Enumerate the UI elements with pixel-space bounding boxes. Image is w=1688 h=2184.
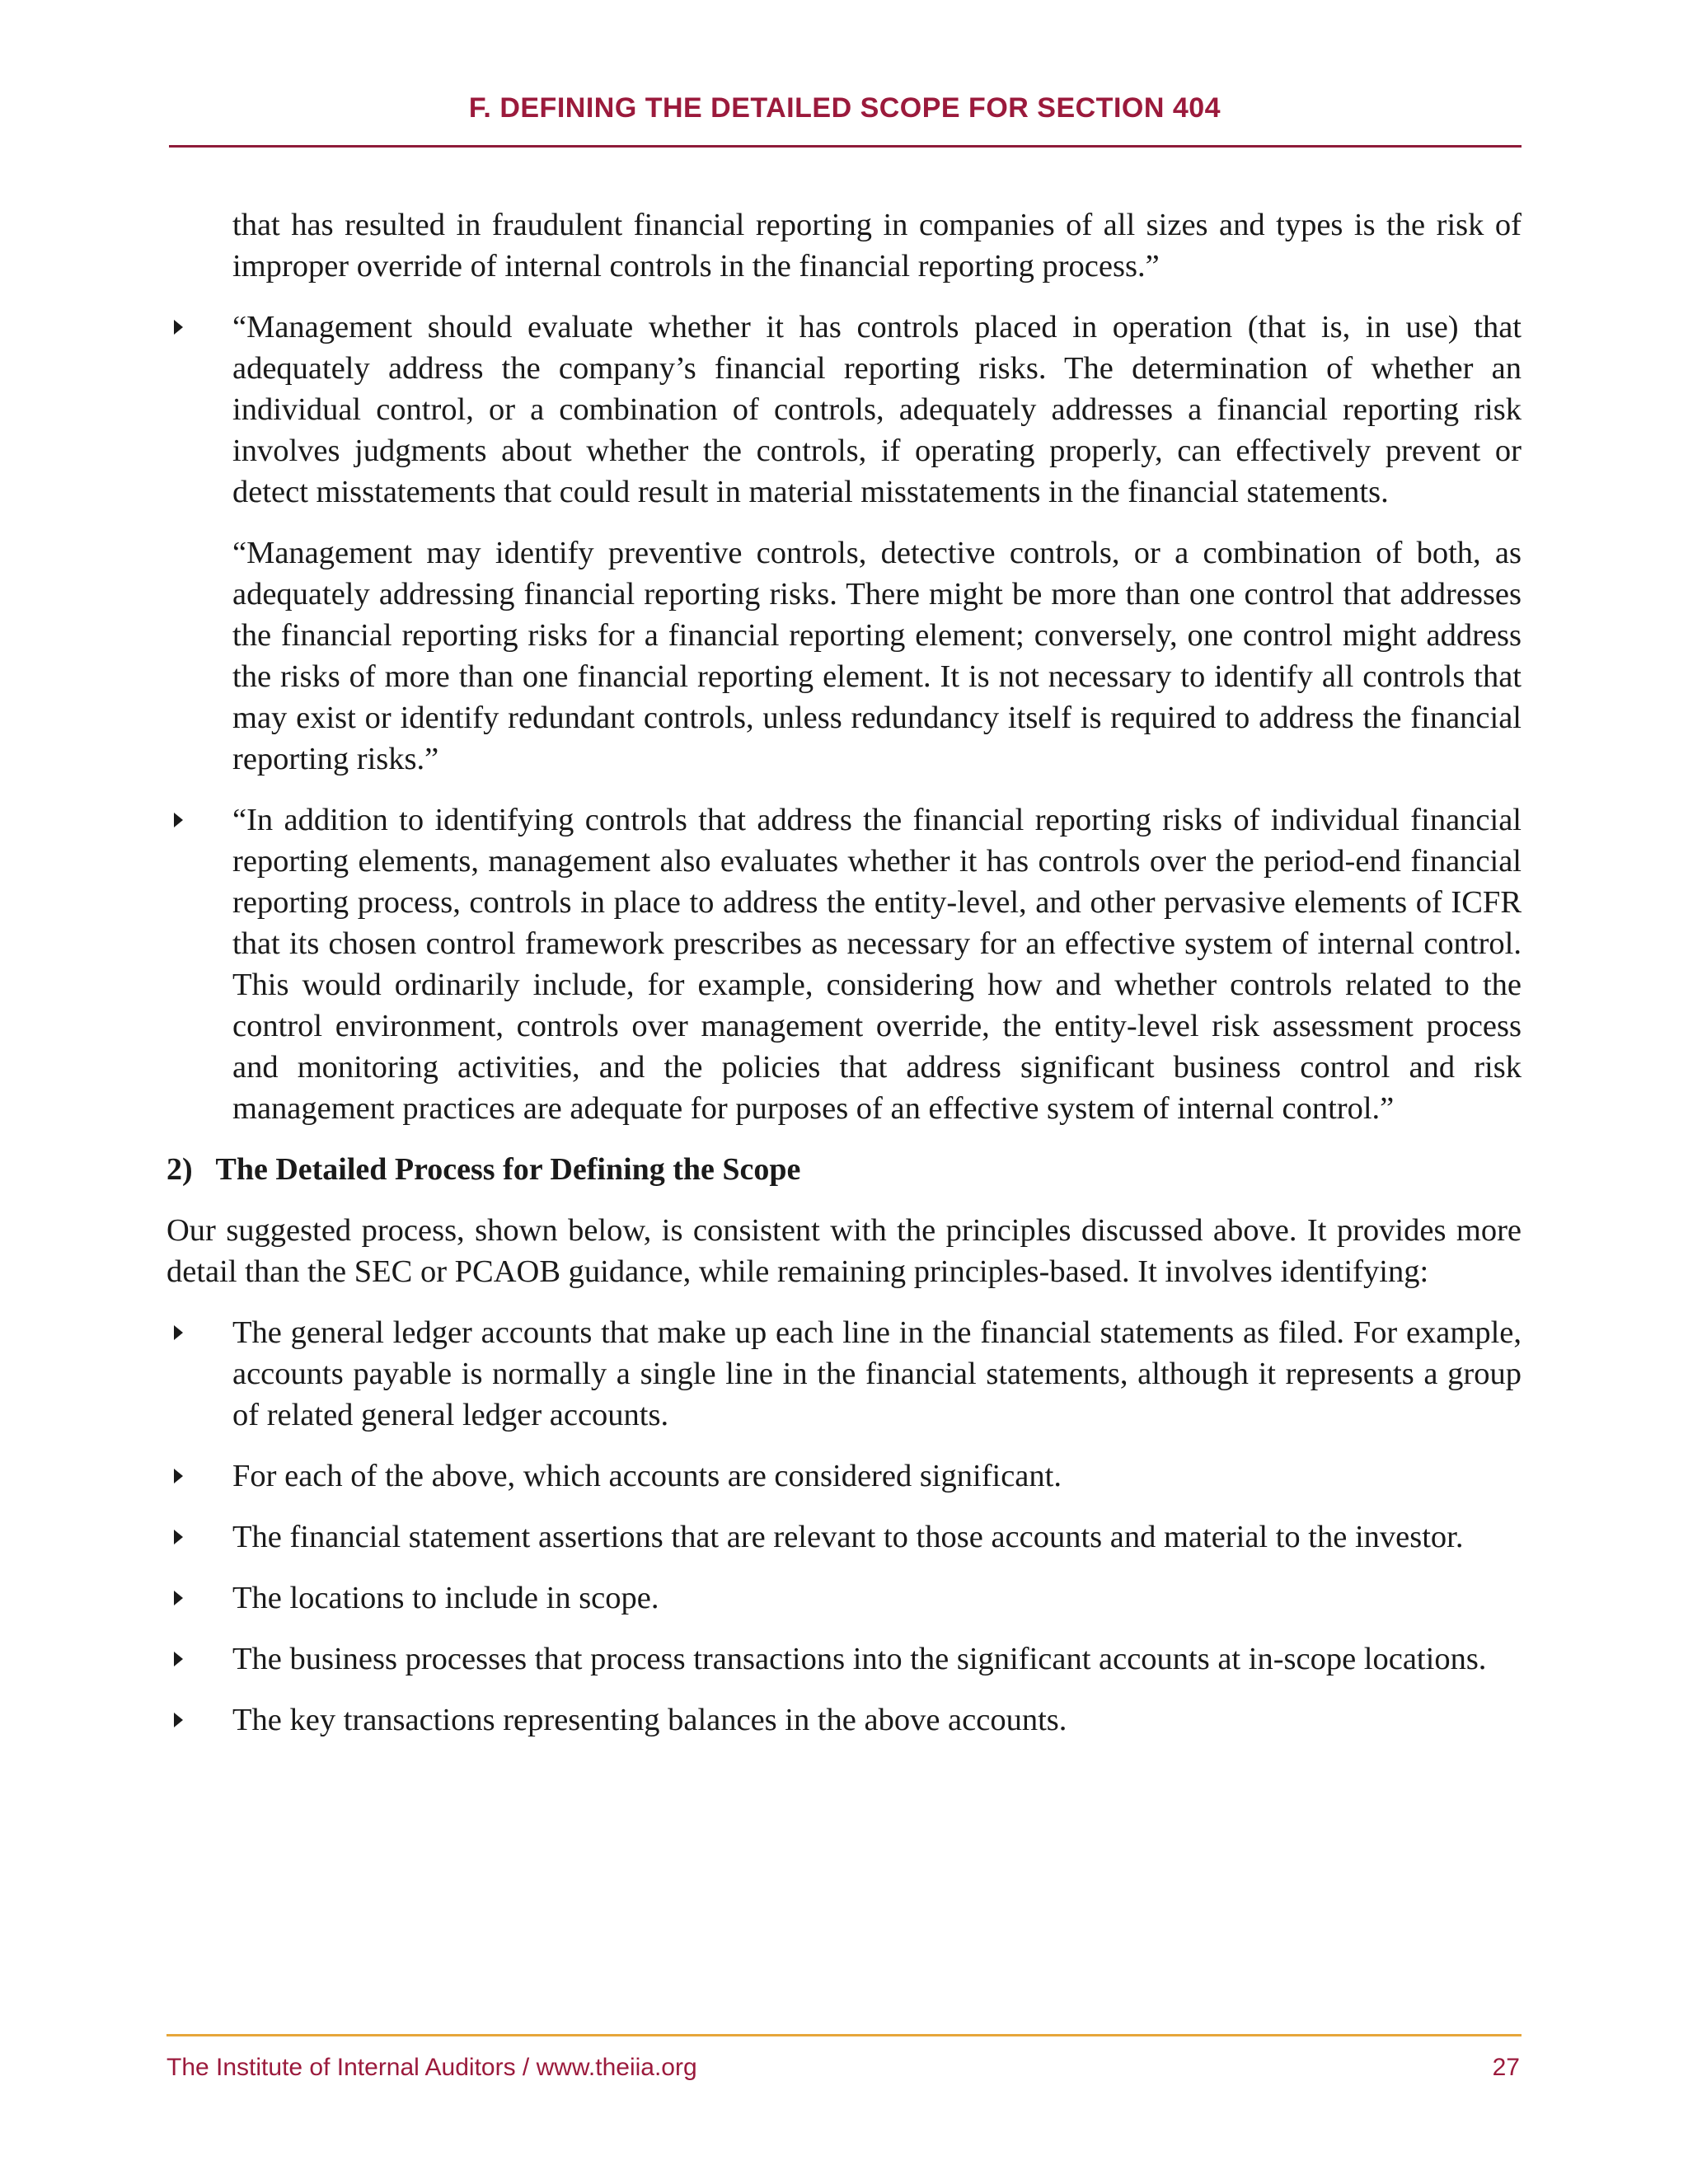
- process-item: [166, 1638, 1522, 1680]
- footer-divider: [166, 2034, 1522, 2036]
- process-item: [166, 1577, 1522, 1619]
- footer-organization: The Institute of Internal Auditors / www.theiia.org: [166, 2054, 697, 2081]
- process-item: [166, 1516, 1522, 1558]
- bullet-arrow-icon: [174, 320, 183, 335]
- section-heading: 2) The Detailed Process for Defining the Scope: [166, 1152, 801, 1187]
- process-item: [166, 1455, 1522, 1497]
- page-header-title: F. DEFINING THE DETAILED SCOPE FOR SECTION 404: [468, 92, 1221, 124]
- process-item-text: The locations to include in scope.: [232, 1581, 659, 1615]
- bullet-arrow-icon: [174, 1530, 183, 1544]
- bullet-arrow-icon: [174, 813, 183, 827]
- page-number: 27: [1492, 2054, 1520, 2081]
- process-item: [166, 1312, 1522, 1436]
- bullet-arrow-icon: [174, 1591, 183, 1605]
- process-item-text: For each of the above, which accounts are considered significant.: [232, 1459, 1062, 1493]
- quote-bullet-1: [166, 307, 1522, 513]
- process-item-text: The key transactions representing balances in the above accounts.: [232, 1703, 1067, 1737]
- bullet-arrow-icon: [174, 1325, 183, 1340]
- bullet-arrow-icon: [174, 1469, 183, 1483]
- page-content: [166, 204, 1522, 1760]
- bullet-arrow-icon: [174, 1713, 183, 1727]
- header-divider: [169, 145, 1522, 148]
- continued-paragraph: that has resulted in fraudulent financial reporting in companies of all sizes and types is the risk of improper override of internal controls in the financial reporting process.”: [232, 208, 1522, 284]
- process-item-text: The general ledger accounts that make up each line in the financial statements as filed. For example, accounts payable is normally a single line in the financial statements, although it represents a group of related general ledger accounts.: [232, 1315, 1522, 1432]
- process-item-text: The business processes that process transactions into the significant accounts at in-scope locations.: [232, 1642, 1487, 1676]
- quote-bullet-2-text: “In addition to identifying controls that address the financial reporting risks of individual financial reporting elements, management also evaluates whether it has controls over the period-end financial reporting process, controls in place to address the entity-level, and other pervasive elements of ICFR that its chosen control framework prescribes as necessary for an effective system of internal control. This would ordinarily include, for example, considering how and whether controls related to the control environment, controls over management override, the entity-level risk assessment process and monitoring activities, and the policies that address significant business control and risk management practices are adequate for purposes of an effective system of internal control.”: [232, 803, 1522, 1126]
- quote-bullet-2: [166, 799, 1522, 1129]
- quote-bullet-1-continuation: “Management may identify preventive controls, detective controls, or a combination of both, as adequately addressing financial reporting risks. There might be more than one control that addresses the financial reporting risks for a financial reporting element; conversely, one control might address the risks of more than one financial reporting element. It is not necessary to identify all controls that may exist or identify redundant controls, unless redundancy itself is required to address the financial reporting risks.”: [232, 536, 1522, 776]
- process-item: [166, 1699, 1522, 1741]
- quote-bullet-1-text: “Management should evaluate whether it has controls placed in operation (that is, in use) that adequately address the company’s financial reporting risks. The determination of whether an individual control, or a combination of controls, adequately addresses a financial reporting risk involves judgments about whether the controls, if operating properly, can effectively prevent or detect misstatements that could result in material misstatements in the financial statements.: [232, 310, 1522, 509]
- bullet-arrow-icon: [174, 1652, 183, 1666]
- process-item-text: The financial statement assertions that are relevant to those accounts and material to the investor.: [232, 1520, 1464, 1554]
- intro-paragraph: Our suggested process, shown below, is consistent with the principles discussed above. It provides more detail than the SEC or PCAOB guidance, while remaining principles-based. It involves identifying:: [166, 1213, 1522, 1289]
